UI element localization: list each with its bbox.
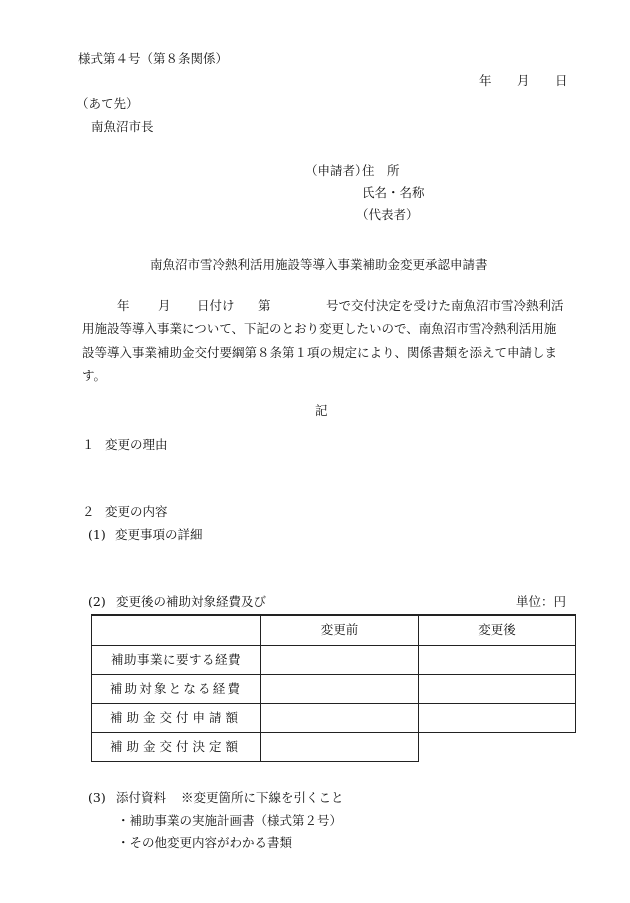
row-label: [92, 675, 261, 704]
body-date-attached: 日付け: [197, 298, 235, 313]
before-value-cell[interactable]: [261, 704, 419, 733]
body-line-2: 用施設等導入事業について、下記のとおり変更したいので、南魚沼市雪冷熱利活用施: [82, 321, 557, 336]
attached-doc-item: ・その他変更内容がわかる書類: [117, 835, 293, 850]
row-label-text: 補助金交付申請額: [109, 709, 242, 725]
item3-note: ※変更箇所に下線を引くこと: [181, 790, 344, 805]
row-label-text: 補助対象となる経費: [109, 680, 243, 696]
row-label: [92, 646, 261, 675]
empty-cell: [419, 733, 576, 762]
before-value-cell[interactable]: [261, 646, 419, 675]
date-month-label: 月: [517, 73, 530, 88]
section1-title: 変更の理由: [105, 437, 168, 452]
body-month: 月: [158, 298, 171, 313]
form-number: 様式第４号（第８条関係）: [78, 51, 229, 66]
body-year: 年: [117, 298, 130, 313]
body-line1-rest: 号で交付決定を受けた南魚沼市雪冷熱利活: [326, 298, 564, 313]
after-value-cell[interactable]: [419, 704, 576, 733]
item2-number: (2): [88, 594, 106, 609]
table-header-cell: 変更後: [419, 615, 576, 646]
decision-value-cell[interactable]: [261, 733, 419, 762]
item1-number: (1): [88, 527, 106, 542]
after-value-cell[interactable]: [419, 646, 576, 675]
unit-label: 単位：円: [516, 594, 567, 609]
ki-heading: 記: [315, 403, 328, 418]
item3-title: 添付資料: [116, 790, 167, 805]
date-year-label: 年: [479, 73, 492, 88]
item3-number: (3): [88, 790, 106, 805]
after-value-cell[interactable]: [419, 675, 576, 704]
row-label-text: 補助金交付決定額: [109, 738, 242, 754]
body-line-3: 設等導入事業補助金交付要綱第８条第１項の規定により、関係書類を添えて申請しま: [82, 345, 558, 360]
row-label-text: 補助事業に要する経費: [110, 651, 241, 667]
table-row: [92, 733, 576, 762]
applicant-address-label: 住 所: [362, 163, 400, 178]
table-row: [92, 704, 576, 733]
row-label: [92, 704, 261, 733]
addressee-name: 南魚沼市長: [91, 119, 154, 134]
section2-number: ２: [82, 504, 95, 519]
table-row: [92, 646, 576, 675]
document-title: 南魚沼市雪冷熱利活用施設等導入事業補助金変更承認申請書: [150, 257, 488, 272]
table-header-row: [92, 615, 576, 646]
addressee-prefix: （あて先）: [76, 96, 139, 111]
before-value-cell[interactable]: [261, 675, 419, 704]
applicant-rep-label: （代表者）: [356, 207, 419, 222]
section1-number: １: [82, 437, 95, 452]
date-day-label: 日: [555, 73, 568, 88]
item2-title: 変更後の補助対象経費及び: [116, 594, 267, 609]
expense-table: [91, 614, 576, 762]
applicant-label: （申請者）: [305, 163, 368, 178]
applicant-name-label: 氏名・名称: [362, 185, 425, 200]
section2-title: 変更の内容: [105, 504, 168, 519]
table-row: [92, 675, 576, 704]
body-line-4: す。: [82, 368, 107, 383]
table-header-cell: [92, 615, 261, 646]
item1-title: 変更事項の詳細: [115, 527, 203, 542]
row-label: [92, 733, 261, 762]
attached-doc-item: ・補助事業の実施計画書（様式第２号）: [117, 813, 343, 828]
table-header-cell: 変更前: [261, 615, 419, 646]
body-number-prefix: 第: [258, 298, 271, 313]
